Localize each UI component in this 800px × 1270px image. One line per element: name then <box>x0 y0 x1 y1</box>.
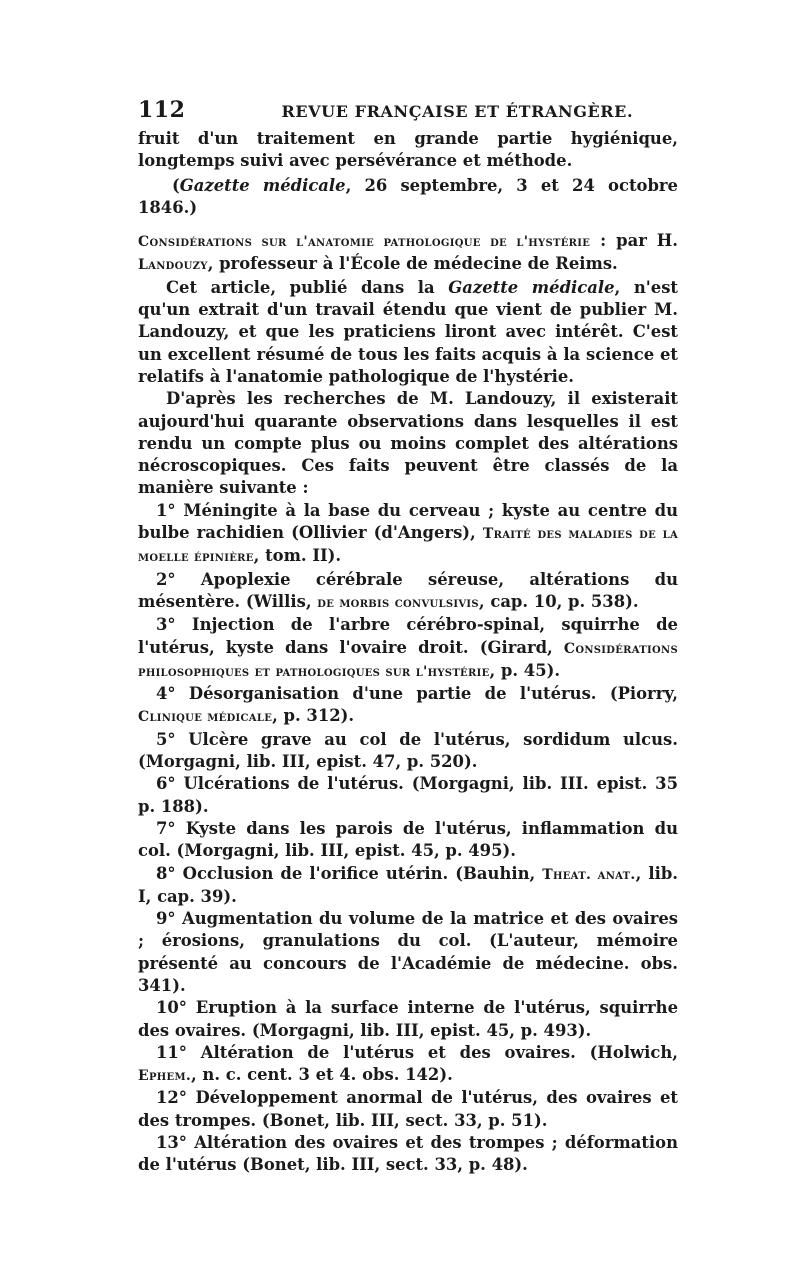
list-item: 10° Eruption à la surface interne de l'utérus, squirrhe des ovaires. (Morgagni, lib. III, epist. 45, p. 493). <box>138 998 678 1040</box>
list-item: 9° Augmentation du volume de la matrice et des ovaires ; érosions, granulations du col. (L'auteur, mémoire présenté au concours de l'Académie de médecine. obs. 341). <box>138 909 678 995</box>
running-head: REVUE FRANÇAISE ET ÉTRANGÈRE. <box>281 102 634 121</box>
list-item: 5° Ulcère grave au col de l'utérus, sordidum ulcus. (Morgagni, lib. III, epist. 47, p. 520). <box>138 729 678 772</box>
list-item: 3° Injection de l'arbre cérébro-spinal, squirrhe de l'utérus, kyste dans l'ovaire droit. (Girard, Considérations philosophiques et pathologiques sur l'hystérie, p. 45). <box>138 615 678 680</box>
paragraph-1: Cet article, publié dans la Gazette médicale, n'est qu'un extrait d'un travail étendu que vient de publier M. Landouzy, et que les praticiens liront avec intérêt. C'est un excellent résumé de tous les faits acquis à la science et relatifs à l'anatomie pathologique de l'hystérie. <box>138 277 678 386</box>
list-item: 12° Développement anormal de l'utérus, des ovaires et des trompes. (Bonet, lib. III, sect. 33, p. 51). <box>138 1088 678 1130</box>
body-text <box>138 128 678 1177</box>
page-header <box>138 97 678 123</box>
paragraph-2: D'après les recherches de M. Landouzy, il existerait aujourd'hui quarante observations dans lesquelles il est rendu un compte plus ou moins complet des altérations nécroscopiques. Ces faits peuvent être classés de la manière suivante : <box>138 389 678 498</box>
journal-name: Gazette médicale <box>179 175 346 195</box>
list-item: 7° Kyste dans les parois de l'utérus, inflammation du col. (Morgagni, lib. III, epist. 45, p. 495). <box>138 818 678 861</box>
list-item: 6° Ulcérations de l'utérus. (Morgagni, lib. III. epist. 35 p. 188). <box>138 774 678 816</box>
observation-list <box>138 500 678 1177</box>
list-item: 13° Altération des ovaires et des trompes ; déformation de l'utérus (Bonet, lib. III, sect. 33, p. 48). <box>138 1133 678 1175</box>
list-item: 8° Occlusion de l'orifice utérin. (Bauhin, Theat. anat., lib. I, cap. 39). <box>138 863 678 906</box>
list-item: 2° Apoplexie cérébrale séreuse, altérations du mésentère. (Willis, de morbis convulsivis, cap. 10, p. 538). <box>138 569 678 611</box>
article-title: Considérations sur l'anatomie pathologique de l'hystérie <box>138 234 591 251</box>
article-author: Landouzy <box>138 257 208 274</box>
page-number: 112 <box>138 97 186 123</box>
list-item: 11° Altération de l'utérus et des ovaires. (Holwich, Ephem., n. c. cent. 3 et 4. obs. 142). <box>138 1042 678 1085</box>
list-item: 4° Désorganisation d'une partie de l'utérus. (Piorry, Clinique médicale, p. 312). <box>138 684 678 726</box>
list-item: 1° Méningite à la base du cerveau ; kyste au centre du bulbe rachidien (Ollivier (d'Angers), Traité des maladies de la moelle épinière, tom. II). <box>138 500 679 566</box>
article-heading: Considérations sur l'anatomie pathologique de l'hystérie : par H. Landouzy, professeur à l'École de médecine de Reims. <box>138 231 678 274</box>
intro-line: fruit d'un traitement en grande partie hygiénique, longtemps suivi avec persévérance et méthode. <box>138 129 678 171</box>
source-citation: (Gazette médicale, 26 septembre, 3 et 24 octobre 1846.) <box>138 175 678 217</box>
